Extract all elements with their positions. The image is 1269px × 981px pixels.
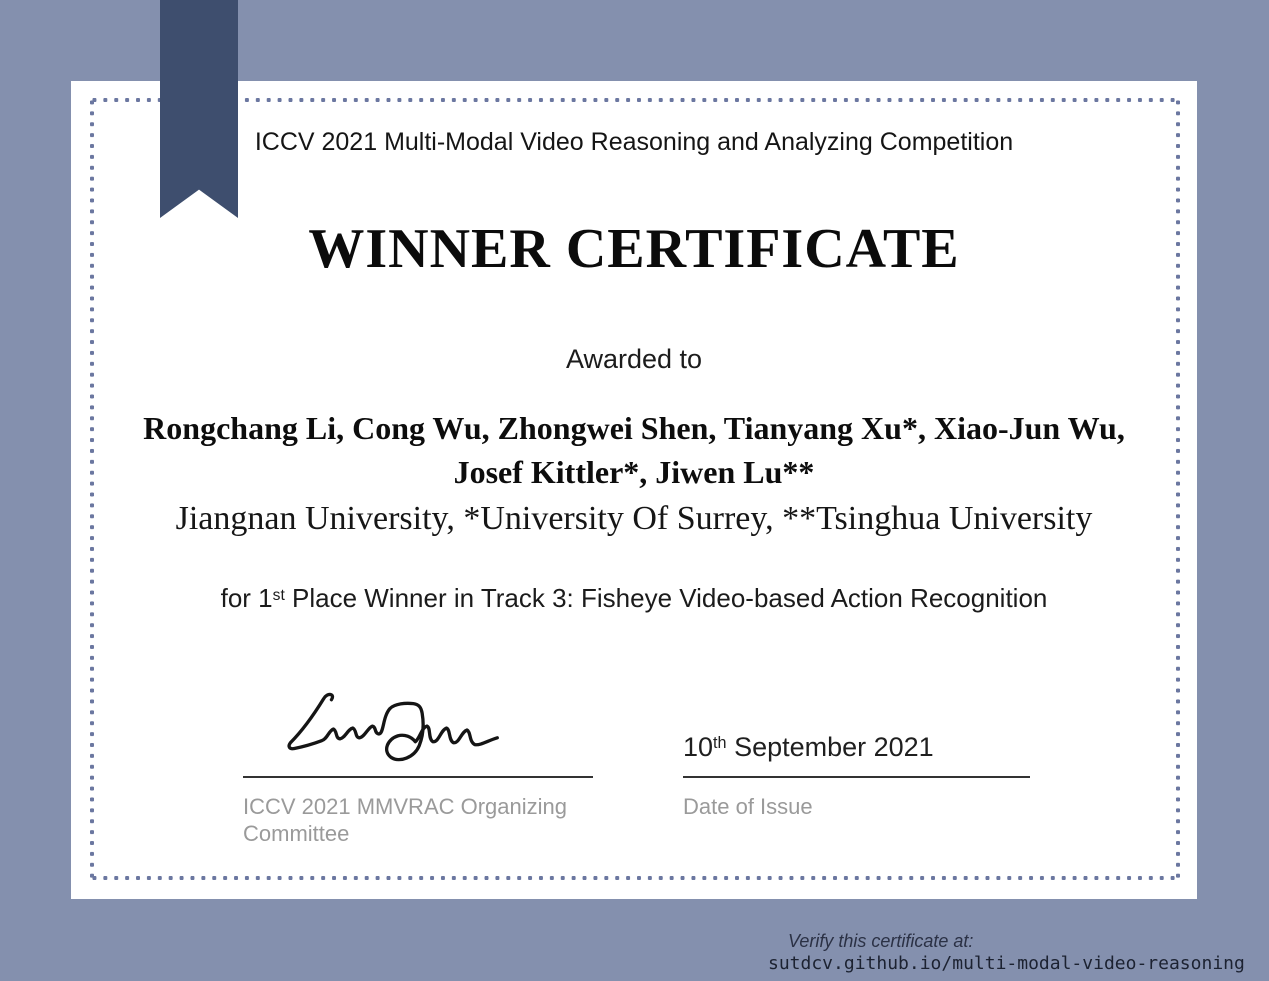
signature (264, 690, 514, 770)
signer-label: ICCV 2021 MMVRAC Organizing Committee (243, 794, 568, 846)
recipient-names-line1: Rongchang Li, Cong Wu, Zhongwei Shen, Tianyang Xu*, Xiao-Jun Wu, (143, 410, 1125, 446)
issue-date-ordinal-suffix: th (713, 734, 727, 753)
date-of-issue-label: Date of Issue (683, 794, 813, 819)
verify-prompt: Verify this certificate at: (788, 931, 974, 951)
issue-date-rest: September 2021 (726, 732, 934, 762)
recipient-names-line2: Josef Kittler*, Jiwen Lu** (453, 454, 815, 490)
affiliations: Jiangnan University, *University Of Surrey, **Tsinghua University (175, 500, 1093, 537)
issue-date (683, 731, 934, 767)
verify-url: sutdcv.github.io/multi-modal-video-reasoning (768, 953, 1245, 974)
issue-date-day: 10 (683, 732, 714, 762)
bookmark-ribbon (160, 0, 238, 218)
certificate-card (71, 81, 1197, 899)
award-statement (71, 582, 1197, 619)
dotted-border-top (89, 97, 1181, 103)
certificate-title: WINNER CERTIFICATE (308, 218, 960, 280)
dotted-border-bottom (89, 875, 1181, 881)
awarded-to-label: Awarded to (565, 344, 703, 374)
signature-rule (243, 776, 593, 778)
signature-stroke (289, 694, 497, 759)
recipient-names (71, 406, 1197, 494)
award-statement-prefix: for 1 (220, 583, 273, 613)
award-statement-rest: Place Winner in Track 3: Fisheye Video-based Action Recognition (284, 583, 1048, 613)
date-rule (683, 776, 1030, 778)
competition-header: ICCV 2021 Multi-Modal Video Reasoning and Analyzing Competition (254, 128, 1014, 156)
award-ordinal-suffix: st (272, 586, 285, 604)
